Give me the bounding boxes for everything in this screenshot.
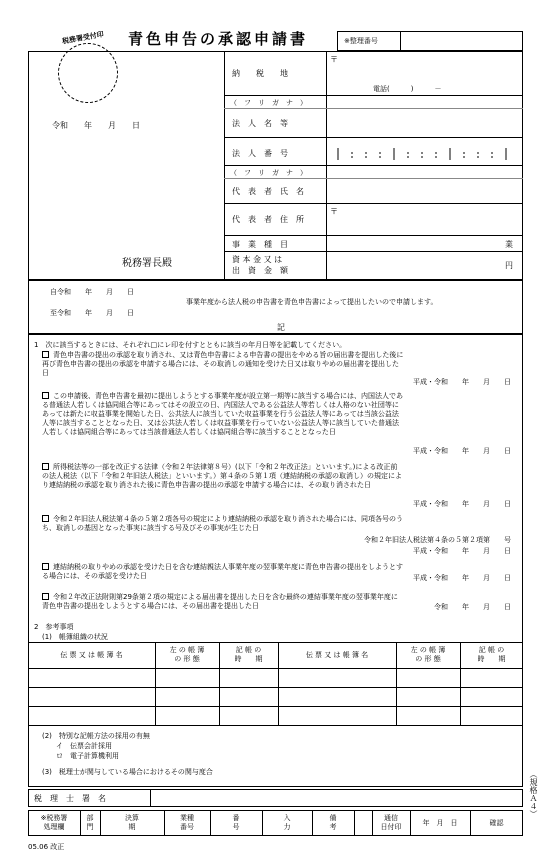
office-cell-stamp: 通信 日付印 [380, 814, 402, 831]
section2-sub2a[interactable]: イ 伝票会計採用 [56, 742, 112, 750]
item-5: 連結納税の取りやめの承認を受けた日を含む連結親法人事業年度の翌事業年度に青色申告書の提出をしようとす る場合には、その承認を受けた日 [42, 563, 403, 580]
item-3: 所得税法等の一部を改正する法律（令和２年法律第８号）(以下「令和２年改正法」といいます。)による改正前 の法人税法（以下「令和２年旧法人税法」といいます。）第４条の５第１項（連結納税の承認の取消し）の規定によ り連結納税の承認を取り消された後に青色申告書の提出の承認を申請する場合には、その取り消された日 [42, 463, 402, 489]
section2-sub3: (3) 税理士が関与している場合におけるその関与度合 [42, 768, 213, 776]
item-4-date[interactable]: 平成・令和 年 月 日 [413, 547, 511, 555]
item-1-date[interactable]: 平成・令和 年 月 日 [413, 378, 511, 386]
office-cell-input: 入 力 [283, 814, 291, 831]
serial-number-label: ※整理番号 [344, 37, 378, 45]
accountant-label: 税 理 士 署 名 [34, 794, 106, 803]
capital-unit: 円 [505, 261, 513, 270]
furigana-rep-label: （ フ リ ガ ナ ） [230, 169, 307, 177]
period-to[interactable]: 至令和 年 月 日 [50, 309, 134, 317]
furigana-corp-label: （ フ リ ガ ナ ） [230, 99, 307, 107]
rep-postal-mark: 〒 [330, 207, 338, 216]
item-4-checkbox[interactable] [42, 515, 49, 522]
item-1-checkbox[interactable] [42, 351, 49, 358]
item-6-date[interactable]: 令和 年 月 日 [434, 603, 511, 611]
office-cell-remarks: 備 考 [329, 814, 337, 831]
item-5-date[interactable]: 平成・令和 年 月 日 [413, 574, 511, 582]
phone-field[interactable]: 電話( ) － [373, 85, 442, 93]
section2-heading: 2 参考事項 [34, 623, 74, 631]
application-date[interactable]: 令和 年 月 日 [52, 121, 140, 130]
period-from[interactable]: 自令和 年 月 日 [50, 288, 134, 296]
header-ledger-name-2: 伝 票 又 は 帳 簿 名 [305, 650, 369, 659]
header-form-1: 左 の 帳 簿 の 形 態 [169, 646, 205, 663]
office-cell-industry: 業種 番号 [180, 814, 194, 831]
tax-office-label: 税務署長殿 [122, 258, 172, 269]
item-6-checkbox[interactable] [42, 593, 49, 600]
office-cell-period: 決算 期 [125, 814, 139, 831]
postal-mark: 〒 [330, 55, 338, 64]
rep-address-label: 代 表 者 住 所 [232, 215, 304, 224]
header-timing-2: 記 帳 の 時 期 [477, 646, 506, 663]
business-unit: 業 [505, 240, 513, 249]
item-3-date[interactable]: 平成・令和 年 月 日 [413, 500, 511, 508]
office-cell-number: 番 号 [232, 814, 240, 831]
serial-number-box[interactable] [337, 31, 523, 51]
page-title: 青色申告の承認申請書 [128, 30, 309, 48]
item-2: この申請後、青色申告書を最初に提出しようとする事業年度が設立第一期等に該当する場合には、内国法人であ る普通法人若しくは協同組合等にあってはその設立の日、内国法人である公益法人等若しくは人格のない社団等に あっては新たに収益事業を開始した日、公共法人に該当していた収益事業を行う公益法人等にあっては当該公益法 人等に該当することとなった日、又は公共法人若しくは収益事業を行っていない公益法人等に該当していた普通法 人若しくは協同組合等にあっては当該普通法人若しくは協同組合等に該当することとなった日 [42, 392, 403, 436]
header-ledger-name-1: 伝 票 又 は 帳 簿 名 [60, 650, 123, 659]
business-label: 事 業 種 目 [232, 240, 288, 249]
item-2-checkbox[interactable] [42, 392, 49, 399]
ki-mark: 記 [277, 323, 285, 332]
corp-number-ticks [336, 144, 520, 162]
corp-name-label: 法 人 名 等 [232, 119, 288, 128]
period-statement: 事業年度から法人税の申告書を青色申告書によって提出したいので申請します。 [186, 298, 438, 306]
item-2-date[interactable]: 平成・令和 年 月 日 [413, 447, 511, 455]
revision-footer: 05.06 改正 [28, 843, 65, 851]
office-cell-dept: 部 門 [86, 814, 94, 831]
section1-intro: 1 次に該当するときには、それぞれ□にレ印を付すとともに該当の年月日等を記載してください。 [34, 341, 347, 349]
office-cell-label: ※税務署 処理欄 [40, 814, 68, 831]
item-4: 令和２年旧法人税法第４条の５第２項各号の規定により連結納税の承認を取り消された場合には、同項各号のう ち、取消しの基因となった事実に該当する号及びその事実が生じた日 [42, 515, 403, 532]
item-6: 令和２年改正法附則第29条第２項の規定による届出書を提出した日を含む最終の連結事業年度の翌事業年度に 青色申告書の提出をしようとする場合には、その届出書を提出した日 [42, 593, 398, 610]
header-timing-1: 記 帳 の 時 期 [234, 646, 263, 663]
section2-sub2: (2) 特別な記帳方法の採用の有無 [42, 732, 150, 740]
item-1: 青色申告書の提出の承認を取り消され、又は青色申告書による申告書の提出をやめる旨の届出書を提出した後に 再び青色申告書の提出の承認を申請する場合には、その取消しの通知を受けた日又は取りやめの届出書を提出した 日 [42, 351, 404, 377]
office-cell-confirm: 確認 [489, 818, 504, 827]
item-3-checkbox[interactable] [42, 463, 49, 470]
capital-label-1: 資 本 金 又 は [232, 255, 283, 264]
section2-sub2b[interactable]: ロ 電子計算機利用 [56, 752, 119, 760]
header-form-2: 左 の 帳 簿 の 形 態 [410, 646, 446, 663]
section2-sub1: (1) 帳簿組織の状況 [42, 633, 108, 641]
paper-size-note: （規格Ａ４） [529, 770, 538, 818]
corp-number-label: 法 人 番 号 [232, 149, 288, 158]
capital-label-2: 出 資 金 額 [232, 266, 288, 275]
address-label: 納 税 地 [232, 69, 288, 78]
item-5-checkbox[interactable] [42, 563, 49, 570]
rep-name-label: 代 表 者 氏 名 [232, 187, 304, 196]
item-4-sub[interactable]: 令和２年旧法人税法第４条の５第２項第 号 [364, 536, 511, 544]
office-cell-date[interactable]: 年 月 日 [422, 818, 458, 827]
corp-number-boxes[interactable] [336, 144, 520, 162]
stamp-label: 税務署受付印 [61, 30, 105, 46]
